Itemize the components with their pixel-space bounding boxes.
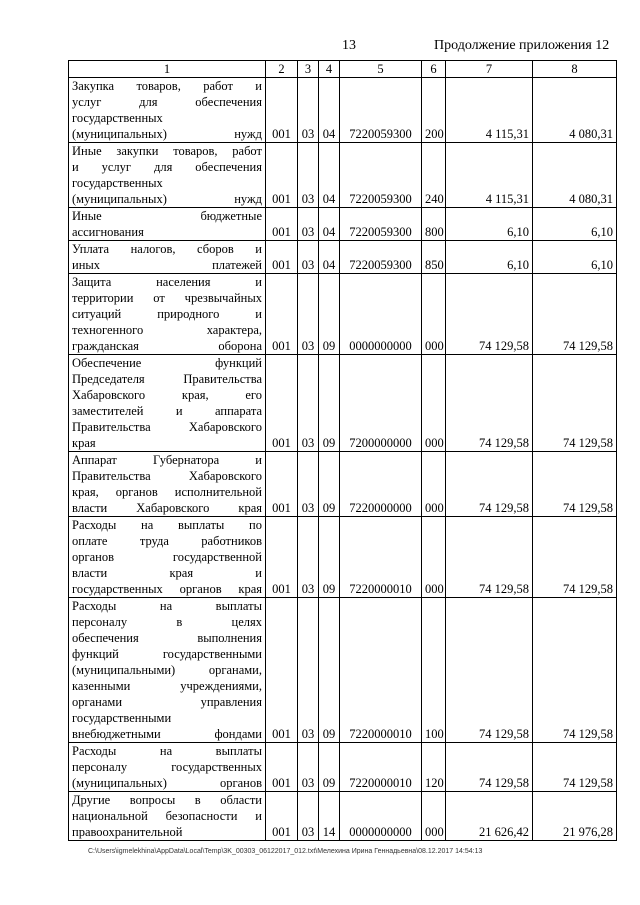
expense-name-line: власти края и — [72, 566, 262, 580]
appendix-continuation-title: Продолжение приложения 12 — [434, 38, 610, 53]
amount-year2-cell: 74 129,58 — [533, 355, 617, 452]
expense-name-cell — [69, 517, 266, 598]
expense-name-line: (муниципальных) нужд — [72, 127, 262, 141]
ministry-code-cell: 001 — [266, 452, 298, 517]
expense-name-line: органами управления — [72, 695, 262, 709]
target-article-cell: 7220000000 — [340, 452, 422, 517]
expense-type-cell: 800 — [422, 208, 446, 241]
amount-year1-cell: 74 129,58 — [446, 517, 533, 598]
column-number-header-row — [69, 61, 617, 78]
expense-name-line: техногенного характера, — [72, 323, 262, 337]
budget-table — [68, 60, 617, 841]
amount-year2-cell: 74 129,58 — [533, 598, 617, 743]
expense-type-cell: 120 — [422, 743, 446, 792]
expense-name-line: Иные бюджетные — [72, 209, 262, 223]
expense-name-line: власти Хабаровского края — [72, 501, 262, 515]
expense-name-line: Правительства Хабаровского — [72, 469, 262, 483]
section-code-cell: 03 — [298, 143, 319, 208]
expense-type-cell: 000 — [422, 517, 446, 598]
ministry-code-cell: 001 — [266, 241, 298, 274]
column-header: 8 — [533, 61, 617, 78]
table-row — [69, 517, 617, 598]
amount-year2-cell: 74 129,58 — [533, 517, 617, 598]
expense-name-line: государственных — [72, 111, 163, 125]
expense-name-line: Защита населения и — [72, 275, 262, 289]
amount-year2-cell: 6,10 — [533, 241, 617, 274]
amount-year1-cell: 6,10 — [446, 208, 533, 241]
section-code-cell: 03 — [298, 743, 319, 792]
amount-year1-cell: 74 129,58 — [446, 355, 533, 452]
subsection-code-cell: 04 — [319, 241, 340, 274]
expense-name-line: органов государственной — [72, 550, 262, 564]
expense-name-line: Другие вопросы в области — [72, 793, 262, 807]
expense-name-line: Расходы на выплаты — [72, 744, 262, 758]
amount-year2-cell: 74 129,58 — [533, 452, 617, 517]
target-article-cell: 7200000000 — [340, 355, 422, 452]
ministry-code-cell: 001 — [266, 743, 298, 792]
table-row — [69, 452, 617, 517]
expense-name-line: (муниципальными) органами, — [72, 663, 262, 677]
amount-year1-cell: 74 129,58 — [446, 743, 533, 792]
expense-name-cell — [69, 452, 266, 517]
expense-name-line: Расходы на выплаты по — [72, 518, 262, 532]
expense-name-line: правоохранительной — [72, 825, 183, 839]
expense-name-line: национальной безопасности и — [72, 809, 262, 823]
table-row — [69, 143, 617, 208]
file-path-footer: C:\Users\igmelekhina\AppData\Local\Temp\3K_00303_06122017_012.txt\Мелехина Ирина Геннадьевна\08.12.2017 14:54:13 — [88, 848, 483, 855]
subsection-code-cell: 04 — [319, 208, 340, 241]
expense-type-cell: 100 — [422, 598, 446, 743]
subsection-code-cell: 04 — [319, 78, 340, 143]
amount-year1-cell: 74 129,58 — [446, 598, 533, 743]
column-header: 6 — [422, 61, 446, 78]
expense-name-cell — [69, 78, 266, 143]
expense-name-line: территории от чрезвычайных — [72, 291, 262, 305]
ministry-code-cell: 001 — [266, 78, 298, 143]
table-row — [69, 78, 617, 143]
section-code-cell: 03 — [298, 241, 319, 274]
expense-type-cell: 000 — [422, 355, 446, 452]
target-article-cell: 7220059300 — [340, 208, 422, 241]
expense-name-line: заместителей и аппарата — [72, 404, 262, 418]
expense-name-line: функций государственными — [72, 647, 262, 661]
expense-name-line: края, органов исполнительной — [72, 485, 262, 499]
target-article-cell: 7220059300 — [340, 143, 422, 208]
expense-name-line: персоналу государственных — [72, 760, 262, 774]
expense-name-cell — [69, 241, 266, 274]
expense-type-cell: 000 — [422, 452, 446, 517]
table-row — [69, 598, 617, 743]
subsection-code-cell: 09 — [319, 452, 340, 517]
subsection-code-cell: 09 — [319, 743, 340, 792]
target-article-cell: 7220000010 — [340, 517, 422, 598]
expense-name-line: гражданская оборона — [72, 339, 262, 353]
expense-name-line: казенными учреждениями, — [72, 679, 262, 693]
expense-type-cell: 850 — [422, 241, 446, 274]
column-header: 7 — [446, 61, 533, 78]
expense-name-line: ситуаций природного и — [72, 307, 262, 321]
amount-year1-cell: 74 129,58 — [446, 452, 533, 517]
amount-year2-cell: 4 080,31 — [533, 78, 617, 143]
amount-year1-cell: 4 115,31 — [446, 143, 533, 208]
expense-name-line: Расходы на выплаты — [72, 599, 262, 613]
expense-name-line: иных платежей — [72, 258, 262, 272]
amount-year2-cell: 21 976,28 — [533, 792, 617, 841]
subsection-code-cell: 09 — [319, 598, 340, 743]
expense-name-cell — [69, 274, 266, 355]
target-article-cell: 7220059300 — [340, 241, 422, 274]
column-header: 4 — [319, 61, 340, 78]
expense-name-cell — [69, 143, 266, 208]
table-row — [69, 274, 617, 355]
expense-name-line: Уплата налогов, сборов и — [72, 242, 262, 256]
section-code-cell: 03 — [298, 208, 319, 241]
subsection-code-cell: 14 — [319, 792, 340, 841]
amount-year1-cell: 6,10 — [446, 241, 533, 274]
table-body — [69, 78, 617, 841]
ministry-code-cell: 001 — [266, 143, 298, 208]
expense-name-line: и услуг для обеспечения — [72, 160, 262, 174]
amount-year1-cell: 21 626,42 — [446, 792, 533, 841]
ministry-code-cell: 001 — [266, 355, 298, 452]
subsection-code-cell: 09 — [319, 355, 340, 452]
expense-name-line: Обеспечение функций — [72, 356, 262, 370]
expense-name-line: Аппарат Губернатора и — [72, 453, 262, 467]
expense-name-line: Закупка товаров, работ и — [72, 79, 262, 93]
column-header: 2 — [266, 61, 298, 78]
expense-name-line: государственными — [72, 711, 172, 725]
amount-year2-cell: 74 129,58 — [533, 274, 617, 355]
amount-year1-cell: 4 115,31 — [446, 78, 533, 143]
target-article-cell: 0000000000 — [340, 274, 422, 355]
expense-name-line: Хабаровского края, его — [72, 388, 262, 402]
target-article-cell: 7220000010 — [340, 743, 422, 792]
section-code-cell: 03 — [298, 274, 319, 355]
expense-type-cell: 000 — [422, 274, 446, 355]
target-article-cell: 0000000000 — [340, 792, 422, 841]
expense-name-line: края — [72, 436, 96, 450]
subsection-code-cell: 09 — [319, 274, 340, 355]
expense-name-line: Иные закупки товаров, работ — [72, 144, 262, 158]
amount-year1-cell: 74 129,58 — [446, 274, 533, 355]
column-header: 5 — [340, 61, 422, 78]
expense-name-line: обеспечения выполнения — [72, 631, 262, 645]
ministry-code-cell: 001 — [266, 274, 298, 355]
section-code-cell: 03 — [298, 792, 319, 841]
table-row — [69, 792, 617, 841]
column-header: 3 — [298, 61, 319, 78]
expense-name-line: государственных органов края — [72, 582, 262, 596]
section-code-cell: 03 — [298, 78, 319, 143]
amount-year2-cell: 74 129,58 — [533, 743, 617, 792]
column-header: 1 — [69, 61, 266, 78]
subsection-code-cell: 09 — [319, 517, 340, 598]
expense-name-line: услуг для обеспечения — [72, 95, 262, 109]
ministry-code-cell: 001 — [266, 792, 298, 841]
subsection-code-cell: 04 — [319, 143, 340, 208]
table-row — [69, 355, 617, 452]
expense-name-line: (муниципальных) нужд — [72, 192, 262, 206]
expense-name-line: ассигнования — [72, 225, 144, 239]
section-code-cell: 03 — [298, 598, 319, 743]
expense-type-cell: 000 — [422, 792, 446, 841]
expense-type-cell: 240 — [422, 143, 446, 208]
ministry-code-cell: 001 — [266, 598, 298, 743]
page-number: 13 — [342, 38, 356, 53]
ministry-code-cell: 001 — [266, 517, 298, 598]
table-row — [69, 208, 617, 241]
expense-name-line: Правительства Хабаровского — [72, 420, 262, 434]
amount-year2-cell: 4 080,31 — [533, 143, 617, 208]
expense-name-line: (муниципальных) органов — [72, 776, 262, 790]
expense-name-line: внебюджетными фондами — [72, 727, 262, 741]
target-article-cell: 7220000010 — [340, 598, 422, 743]
expense-name-line: государственных — [72, 176, 163, 190]
expense-type-cell: 200 — [422, 78, 446, 143]
table-row — [69, 241, 617, 274]
expense-name-line: оплате труда работников — [72, 534, 262, 548]
section-code-cell: 03 — [298, 452, 319, 517]
table-row — [69, 743, 617, 792]
expense-name-line: Председателя Правительства — [72, 372, 262, 386]
section-code-cell: 03 — [298, 355, 319, 452]
expense-name-cell — [69, 743, 266, 792]
expense-name-cell — [69, 598, 266, 743]
expense-name-cell — [69, 355, 266, 452]
expense-name-line: персоналу в целях — [72, 615, 262, 629]
target-article-cell: 7220059300 — [340, 78, 422, 143]
amount-year2-cell: 6,10 — [533, 208, 617, 241]
expense-name-cell — [69, 208, 266, 241]
expense-name-cell — [69, 792, 266, 841]
section-code-cell: 03 — [298, 517, 319, 598]
ministry-code-cell: 001 — [266, 208, 298, 241]
